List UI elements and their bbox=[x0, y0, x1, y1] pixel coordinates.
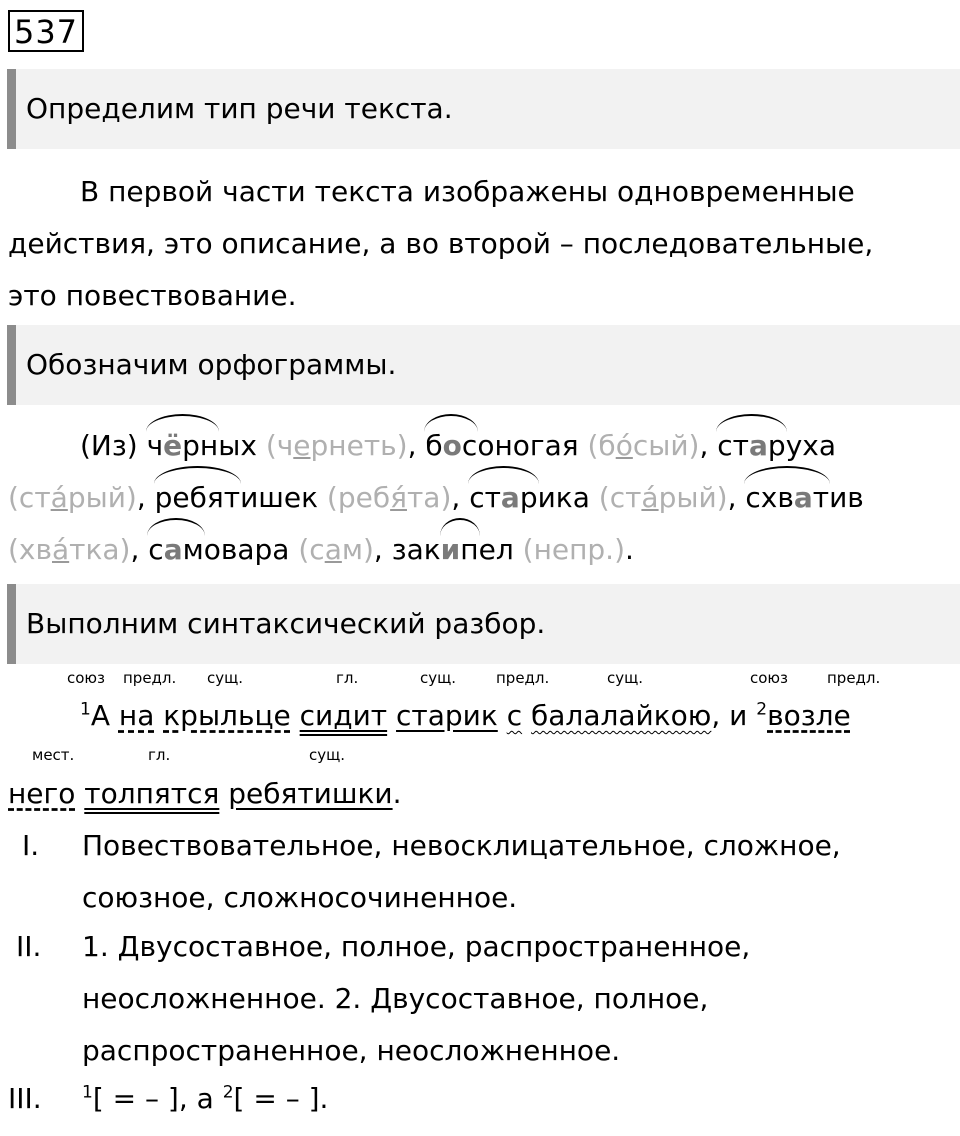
paragraph-line-3: это повествование. bbox=[8, 279, 297, 312]
clause-number: 2 bbox=[756, 699, 768, 720]
roman-numeral: II. bbox=[16, 930, 42, 963]
clause-number: 1 bbox=[82, 1082, 93, 1103]
analysis-line: Повествовательное, невосклицательное, сложное, bbox=[82, 829, 841, 862]
word-preposition: с bbox=[506, 699, 523, 732]
pos-label: гл. bbox=[336, 669, 359, 687]
word-attribute: балалайкою bbox=[531, 699, 712, 732]
scheme-part: [ = – ]. bbox=[233, 1082, 329, 1115]
analysis-line: неосложненное. 2. Двусоставное, полное, bbox=[82, 982, 709, 1015]
pos-label: союз bbox=[67, 669, 106, 687]
section-heading-orthograms: Обозначим орфограммы. bbox=[7, 325, 960, 405]
pos-label: предл. bbox=[827, 669, 881, 687]
roman-numeral: III. bbox=[8, 1082, 42, 1115]
syntax-sentence-line-1 bbox=[8, 690, 956, 742]
word-conjunction: , и bbox=[711, 699, 748, 732]
pos-label: предл. bbox=[123, 669, 177, 687]
paragraph-line-1: В первой части текста изображены одновременные bbox=[80, 175, 855, 208]
section-heading-speech-type: Определим тип речи текста. bbox=[7, 69, 960, 149]
orthograms-line-2: (ста́рый), ребятишек (ребя́та), старика (ста́рый), схватив bbox=[8, 472, 956, 524]
sentence-scheme bbox=[82, 1073, 328, 1125]
word-place: крыльце bbox=[163, 699, 291, 732]
analysis-line: союзное, сложносочиненное. bbox=[82, 881, 518, 914]
word-predicate: толпятся bbox=[84, 777, 220, 810]
pos-label: сущ. bbox=[207, 669, 244, 687]
paragraph-line-2: действия, это описание, а во второй – последовательные, bbox=[8, 227, 874, 260]
section-heading-syntax: Выполним синтаксический разбор. bbox=[7, 584, 960, 664]
pos-label: сущ. bbox=[420, 669, 457, 687]
exercise-number: 537 bbox=[8, 10, 84, 52]
word-pronoun: него bbox=[8, 777, 76, 810]
word-subject: ребятишки bbox=[228, 777, 393, 810]
roman-numeral: I. bbox=[22, 829, 40, 862]
word-preposition: на bbox=[118, 699, 155, 732]
word-conjunction: А bbox=[90, 699, 110, 732]
pos-label: предл. bbox=[496, 669, 550, 687]
sentence-period: . bbox=[392, 777, 402, 810]
analysis-line: распространенное, неосложненное. bbox=[82, 1034, 621, 1067]
speech-type-paragraph bbox=[8, 166, 956, 322]
pos-label: мест. bbox=[32, 746, 75, 764]
word-predicate: сидит bbox=[299, 699, 388, 732]
pos-label: сущ. bbox=[309, 746, 346, 764]
pos-label: сущ. bbox=[607, 669, 644, 687]
word-preposition: возле bbox=[767, 699, 851, 732]
analysis-line: 1. Двусоставное, полное, распространенное, bbox=[82, 930, 751, 963]
syntax-sentence-line-2 bbox=[8, 768, 956, 820]
clause-number: 2 bbox=[222, 1082, 234, 1103]
pos-label: союз bbox=[750, 669, 789, 687]
clause-number: 1 bbox=[80, 699, 91, 720]
orthograms-line-3: (хва́тка), самовара (сам), закипел (непр.). bbox=[8, 524, 956, 576]
scheme-part: [ = – ], а bbox=[92, 1082, 214, 1115]
pos-label: гл. bbox=[148, 746, 171, 764]
orthograms-line-1: (Из) чёрных (чернеть), босоногая (бо́сый), старуха bbox=[8, 420, 956, 472]
word-subject: старик bbox=[396, 699, 498, 732]
orthograms-paragraph bbox=[8, 420, 956, 576]
